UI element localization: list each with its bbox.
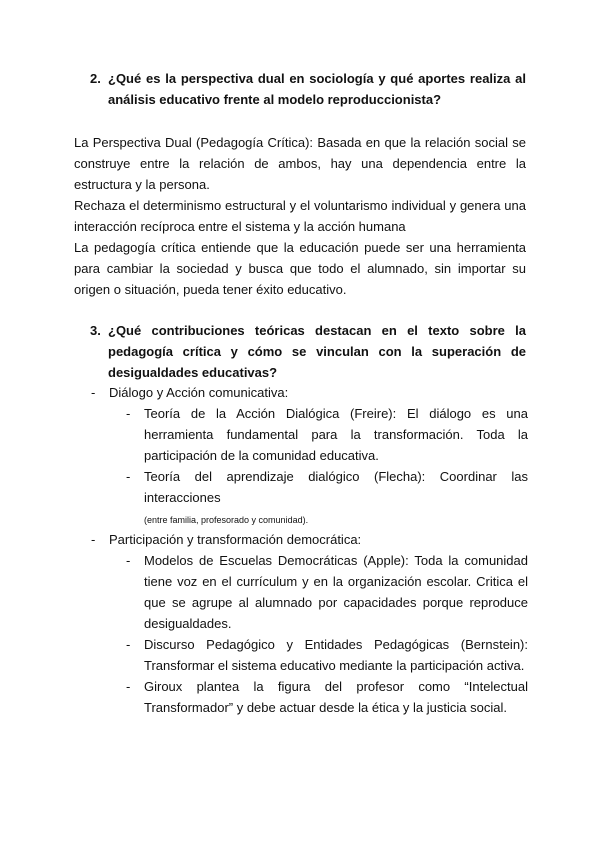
answer-2-paragraph-3: La pedagogía crítica entiende que la educación puede ser una herramienta para cambiar la sociedad y busca que todo el alumnado, sin importar su origen o situación, pueda tener éxito educativo.: [74, 240, 526, 297]
section-1-dash: -: [91, 385, 96, 400]
section-1-heading: [91, 382, 288, 403]
section-2-dash: -: [91, 532, 96, 547]
section-1-title: Diálogo y Acción comunicativa:: [109, 385, 289, 400]
question-2-number: 2.: [90, 71, 101, 86]
list-item-text: Teoría del aprendizaje dialógico (Flecha): Coordinar las interacciones: [144, 469, 528, 505]
question-2: [90, 68, 526, 110]
list-item: [126, 403, 528, 466]
list-item-small-note: (entre familia, profesorado y comunidad).: [144, 515, 309, 525]
list-item-dash: -: [126, 469, 131, 484]
question-2-text: ¿Qué es la perspectiva dual en sociología y qué aportes realiza al análisis educativo frente al modelo reproduccionista?: [108, 71, 526, 107]
list-item-dash: -: [126, 553, 131, 568]
list-item-text: Modelos de Escuelas Democráticas (Apple): Toda la comunidad tiene voz en el currículum y en la organización escolar. Critica el que se agrupe al alumnado por capacidades porque reproduce desigualdades.: [144, 553, 528, 631]
answer-2-paragraph-1: La Perspectiva Dual (Pedagogía Crítica): Basada en que la relación social se construye entre la relación de ambos, hay una dependencia entre la estructura y la persona.: [74, 135, 526, 192]
list-item-text: Teoría de la Acción Dialógica (Freire): El diálogo es una herramienta fundamental para la transformación. Toda la participación de la comunidad educativa.: [144, 406, 528, 463]
question-3-text: ¿Qué contribuciones teóricas destacan en el texto sobre la pedagogía crítica y cómo se vinculan con la superación de desigualdades educativas?: [108, 323, 526, 380]
answer-2-paragraph-2: Rechaza el determinismo estructural y el voluntarismo individual y genera una interacción recíproca entre el sistema y la acción humana: [74, 198, 526, 234]
question-3-number: 3.: [90, 323, 101, 338]
section-2-heading: [91, 529, 361, 550]
list-item: [126, 466, 528, 531]
section-2-title: Participación y transformación democrática:: [109, 532, 362, 547]
list-item-text: Discurso Pedagógico y Entidades Pedagógicas (Bernstein): Transformar el sistema educativo mediante la participación activa.: [144, 637, 528, 673]
list-item: [126, 676, 528, 718]
list-item-dash: -: [126, 406, 131, 421]
list-item-dash: -: [126, 679, 131, 694]
question-3: [90, 320, 526, 383]
list-item: [126, 550, 528, 634]
list-item-text-wrap: [144, 466, 528, 531]
list-item: [126, 634, 528, 676]
answer-2: [74, 132, 526, 300]
list-item-text: Giroux plantea la figura del profesor como “Intelectual Transformador” y debe actuar desde la ética y la justicia social.: [144, 679, 528, 715]
list-item-dash: -: [126, 637, 131, 652]
